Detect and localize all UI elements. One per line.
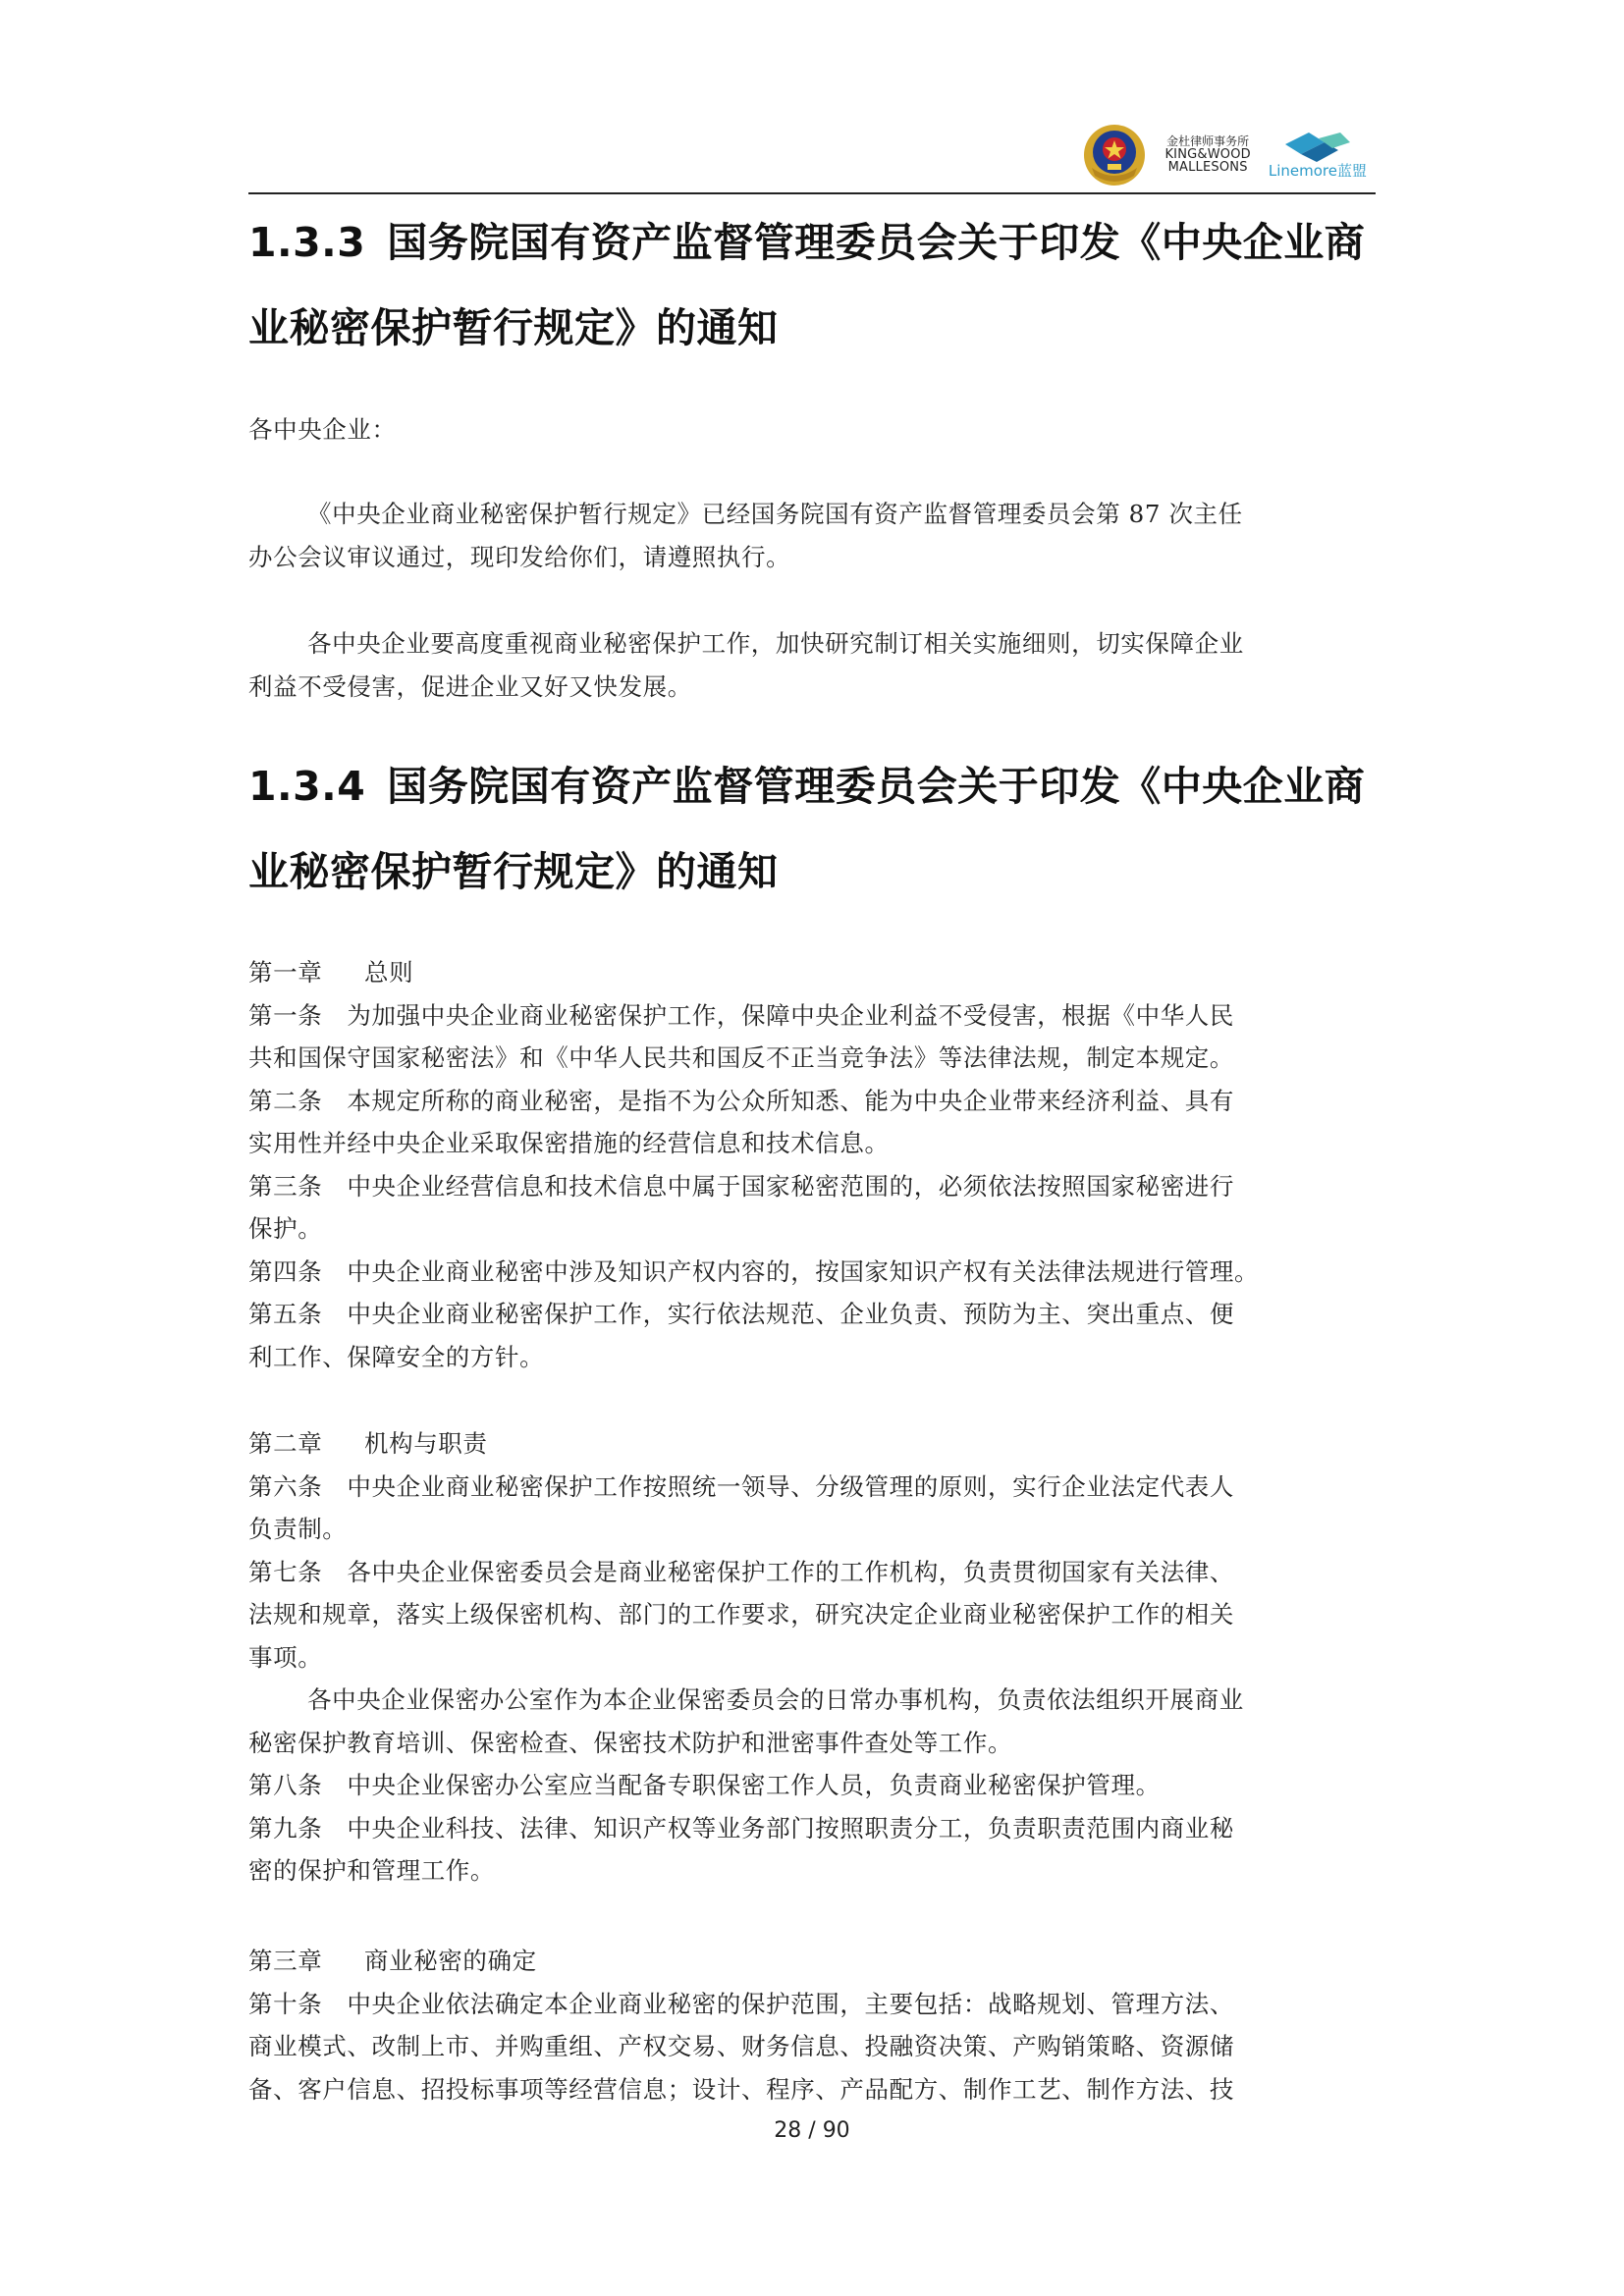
article-line: 第八条 中央企业保密办公室应当配备专职保密工作人员，负责商业秘密保护管理。 bbox=[248, 1771, 1161, 1799]
header-logos bbox=[1082, 118, 1367, 192]
chapter-heading: 第三章 商业秘密的确定 bbox=[248, 1947, 537, 1975]
article-line: 第二条 本规定所称的商业秘密，是指不为公众所知悉、能为中央企业带来经济利益、具有 bbox=[248, 1086, 1234, 1115]
article-line: 第五条 中央企业商业秘密保护工作，实行依法规范、企业负责、预防为主、突出重点、便 bbox=[248, 1300, 1234, 1328]
article-line: 利工作、保障安全的方针。 bbox=[248, 1342, 545, 1371]
chapter-heading: 第一章 总则 bbox=[248, 958, 414, 987]
article-line: 第七条 各中央企业保密委员会是商业秘密保护工作的工作机构，负责贯彻国家有关法律、 bbox=[248, 1557, 1234, 1586]
heading-line: 业秘密保护暂行规定》的通知 bbox=[248, 304, 779, 351]
section-number: 1.3.3 bbox=[248, 219, 366, 266]
article-line: 备、客户信息、招投标事项等经营信息；设计、程序、产品配方、制作工艺、制作方法、技 bbox=[248, 2074, 1234, 2104]
salutation: 各中央企业： bbox=[248, 415, 397, 444]
article-line: 各中央企业保密办公室作为本企业保密委员会的日常办事机构，负责依法组织开展商业 bbox=[307, 1685, 1244, 1714]
article-line: 第九条 中央企业科技、法律、知识产权等业务部门按照职责分工，负责职责范围内商业秘 bbox=[248, 1813, 1234, 1842]
kwm-logo-cn: 金杜律师事务所 bbox=[1166, 134, 1250, 149]
article-line: 第四条 中央企业商业秘密中涉及知识产权内容的，按国家知识产权有关法律法规进行管理。 bbox=[248, 1256, 1260, 1286]
article-line: 第一条 为加强中央企业商业秘密保护工作，保障中央企业利益不受侵害，根据《中华人民 bbox=[248, 1000, 1234, 1030]
regulation-text bbox=[248, 951, 1387, 1378]
article-line: 第三条 中央企业经营信息和技术信息中属于国家秘密范围的，必须依法按照国家秘密进行 bbox=[248, 1171, 1234, 1201]
text-line: 《中央企业商业秘密保护暂行规定》已经国务院国有资产监督管理委员会第 87 次主任 bbox=[307, 500, 1243, 528]
article-line: 负责制。 bbox=[248, 1515, 348, 1543]
text-line: 利益不受侵害，促进企业又好又快发展。 bbox=[248, 672, 692, 701]
section-134-heading bbox=[248, 744, 1387, 915]
section-number: 1.3.4 bbox=[248, 763, 366, 810]
regulation-text bbox=[248, 1422, 1387, 1893]
article-line: 秘密保护教育培训、保密检查、保密技术防护和泄密事件查处等工作。 bbox=[248, 1728, 1013, 1757]
article-line: 实用性并经中央企业采取保密措施的经营信息和技术信息。 bbox=[248, 1129, 890, 1157]
police-emblem-icon bbox=[1082, 123, 1147, 187]
article-line: 第十条 中央企业依法确定本企业商业秘密的保护范围，主要包括：战略规划、管理方法、 bbox=[248, 1989, 1234, 2018]
kwm-logo bbox=[1164, 135, 1250, 175]
text-line: 办公会议审议通过，现印发给你们，请遵照执行。 bbox=[248, 543, 791, 571]
section-133-heading bbox=[248, 200, 1387, 371]
article-line: 第六条 中央企业商业秘密保护工作按照统一领导、分级管理的原则，实行企业法定代表人 bbox=[248, 1471, 1234, 1501]
article-line: 商业模式、改制上市、并购重组、产权交易、财务信息、投融资决策、产购销策略、资源储 bbox=[248, 2032, 1234, 2060]
page-indicator: 28 / 90 bbox=[774, 2118, 850, 2143]
heading-line: 国务院国有资产监督管理委员会关于印发《中央企业商 bbox=[387, 219, 1366, 266]
paragraph bbox=[248, 493, 1387, 579]
kwm-logo-en-2: MALLESONS bbox=[1167, 160, 1248, 176]
linemore-mark-icon bbox=[1279, 131, 1356, 164]
chapter-heading: 第二章 机构与职责 bbox=[248, 1429, 488, 1458]
linemore-wordmark: Linemore蓝盟 bbox=[1268, 161, 1367, 180]
article-line: 密的保护和管理工作。 bbox=[248, 1856, 495, 1885]
heading-line: 业秘密保护暂行规定》的通知 bbox=[248, 848, 779, 895]
regulation-text bbox=[248, 1940, 1387, 2110]
article-line: 法规和规章，落实上级保密机构、部门的工作要求，研究决定企业商业秘密保护工作的相关 bbox=[248, 1600, 1234, 1629]
linemore-logo bbox=[1269, 131, 1367, 181]
kwm-logo-en-1: KING&WOOD bbox=[1164, 146, 1251, 162]
heading-line: 国务院国有资产监督管理委员会关于印发《中央企业商 bbox=[387, 763, 1366, 810]
text-line: 各中央企业要高度重视商业秘密保护工作，加快研究制订相关实施细则，切实保障企业 bbox=[307, 629, 1244, 658]
paragraph bbox=[248, 622, 1387, 709]
article-line: 保护。 bbox=[248, 1214, 323, 1243]
article-line: 事项。 bbox=[248, 1642, 323, 1672]
article-line: 共和国保守国家秘密法》和《中华人民共和国反不正当竞争法》等法律法规，制定本规定。 bbox=[248, 1043, 1234, 1072]
header-divider bbox=[248, 192, 1376, 194]
